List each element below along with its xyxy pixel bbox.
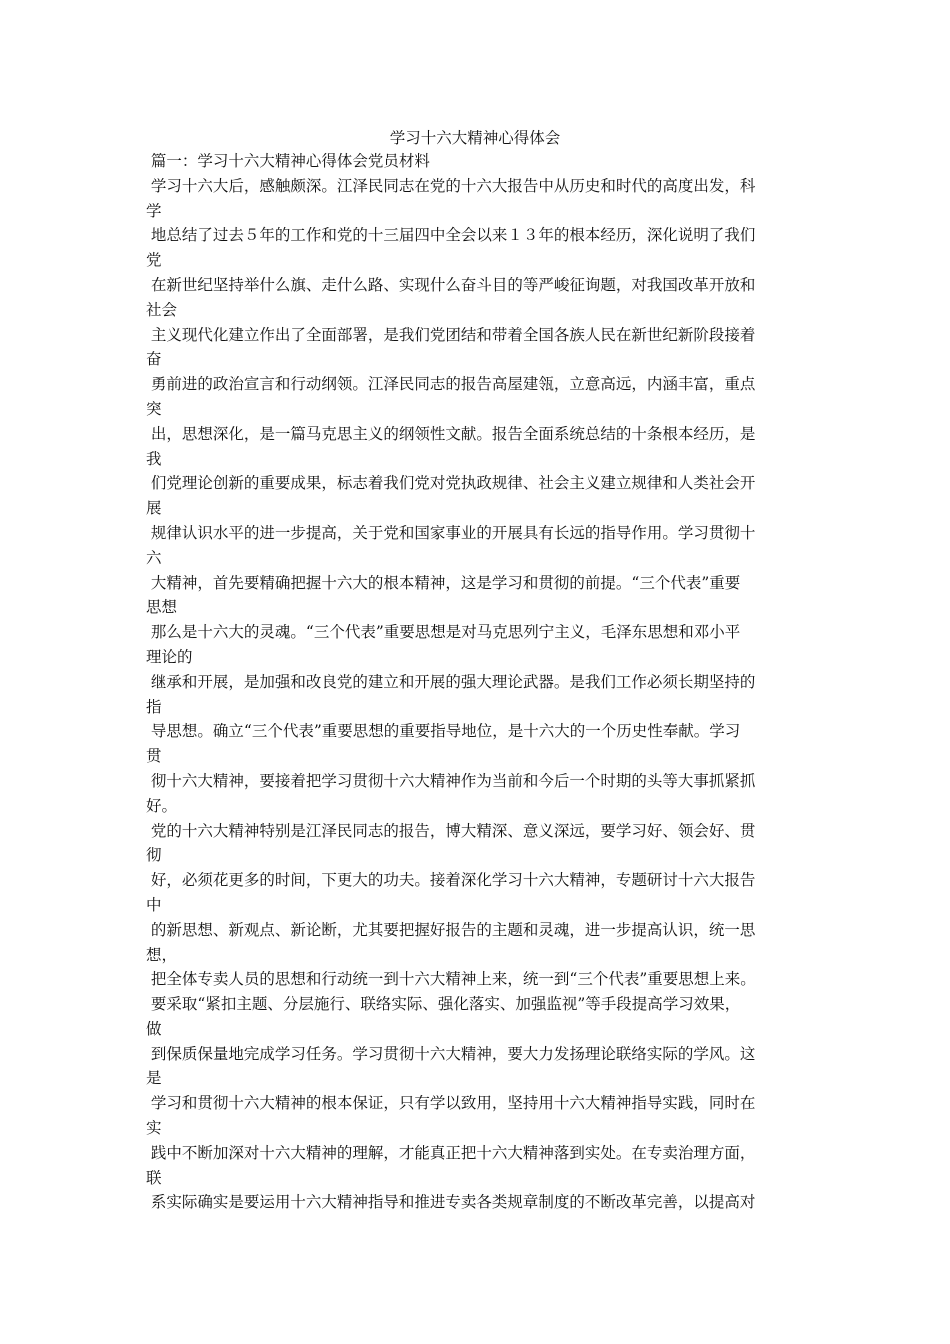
body-text-line: 奋 bbox=[146, 350, 162, 369]
body-text-line: 想， bbox=[146, 945, 178, 964]
body-text-line: 继承和开展，是加强和改良党的建立和开展的强大理论武器。是我们工作必须长期坚持的 bbox=[146, 672, 756, 691]
body-text-line: 党 bbox=[146, 251, 162, 270]
body-text-line: 到保质保量地完成学习任务。学习贯彻十六大精神，要大力发扬理论联络实际的学风。这 bbox=[146, 1044, 756, 1063]
body-text-line: 导思想。确立“三个代表”重要思想的重要指导地位，是十六大的一个历史性奉献。学习 bbox=[146, 722, 741, 741]
body-text-line: 要采取“紧扣主题、分层施行、联络实际、强化落实、加强监视”等手段提高学习效果， bbox=[146, 995, 741, 1014]
document-title: 学习十六大精神心得体会 bbox=[389, 129, 561, 147]
body-text-line: 联 bbox=[146, 1168, 162, 1187]
body-text-line: 好。 bbox=[146, 796, 178, 815]
body-text-line: 把全体专卖人员的思想和行动统一到十六大精神上来，统一到“三个代表”重要思想上来。 bbox=[146, 970, 756, 989]
body-text-line: 在新世纪坚持举什么旗、走什么路、实现什么奋斗目的等严峻征询题，对我国改革开放和 bbox=[146, 275, 756, 294]
body-text-line: 指 bbox=[146, 697, 162, 716]
body-text-line: 做 bbox=[146, 1019, 162, 1038]
body-text-line: 勇前进的政治宣言和行动纲领。江泽民同志的报告高屋建瓴，立意高远，内涵丰富，重点 bbox=[146, 375, 756, 394]
body-text-line: 展 bbox=[146, 499, 162, 518]
body-text-line: 理论的 bbox=[146, 647, 193, 666]
body-text-line: 六 bbox=[146, 548, 162, 567]
body-text-line: 实 bbox=[146, 1119, 162, 1138]
body-text-line: 大精神，首先要精确把握十六大的根本精神，这是学习和贯彻的前提。“三个代表”重要 bbox=[146, 573, 741, 592]
document-body bbox=[146, 149, 826, 1215]
body-text-line: 们党理论创新的重要成果，标志着我们党对党执政规律、社会主义建立规律和人类社会开 bbox=[146, 474, 756, 493]
body-text-line: 思想 bbox=[146, 598, 178, 617]
body-text-line: 中 bbox=[146, 895, 162, 914]
body-text-line: 出，思想深化，是一篇马克思主义的纲领性文献。报告全面系统总结的十条根本经历，是 bbox=[146, 424, 756, 443]
body-text-line: 彻十六大精神，要接着把学习贯彻十六大精神作为当前和今后一个时期的头等大事抓紧抓 bbox=[146, 771, 756, 790]
body-text-line: 的新思想、新观点、新论断，尤其要把握好报告的主题和灵魂，进一步提高认识，统一思 bbox=[146, 920, 756, 939]
body-text-line: 社会 bbox=[146, 300, 178, 319]
body-text-line: 彻 bbox=[146, 846, 162, 865]
body-text-line: 践中不断加深对十六大精神的理解，才能真正把十六大精神落到实处。在专卖治理方面， bbox=[146, 1143, 756, 1162]
body-text-line: 规律认识水平的进一步提高，关于党和国家事业的开展具有长远的指导作用。学习贯彻十 bbox=[146, 523, 756, 542]
body-text-line: 学习十六大后，感触颇深。江泽民同志在党的十六大报告中从历史和时代的高度出发，科 bbox=[146, 176, 756, 195]
body-text-line: 贯 bbox=[146, 747, 162, 766]
body-text-line: 那么是十六大的灵魂。“三个代表”重要思想是对马克思列宁主义，毛泽东思想和邓小平 bbox=[146, 623, 741, 642]
body-text-line: 突 bbox=[146, 399, 162, 418]
body-text-line: 是 bbox=[146, 1069, 162, 1088]
body-text-line: 主义现代化建立作出了全面部署，是我们党团结和带着全国各族人民在新世纪新阶段接着 bbox=[146, 325, 756, 344]
body-text-line: 党的十六大精神特别是江泽民同志的报告，博大精深、意义深远，要学习好、领会好、贯 bbox=[146, 821, 756, 840]
body-text-line: 好，必须花更多的时间，下更大的功夫。接着深化学习十六大精神，专题研讨十六大报告 bbox=[146, 871, 756, 890]
body-text-line: 篇一：学习十六大精神心得体会党员材料 bbox=[146, 152, 430, 170]
body-text-line: 系实际确实是要运用十六大精神指导和推进专卖各类规章制度的不断改革完善，以提高对 bbox=[146, 1193, 756, 1212]
body-text-line: 学 bbox=[146, 201, 162, 220]
body-text-line: 学习和贯彻十六大精神的根本保证，只有学以致用，坚持用十六大精神指导实践，同时在 bbox=[146, 1094, 756, 1113]
body-text-line: 我 bbox=[146, 449, 162, 468]
body-text-line: 地总结了过去５年的工作和党的十三届四中全会以来１３年的根本经历，深化说明了我们 bbox=[146, 226, 756, 245]
